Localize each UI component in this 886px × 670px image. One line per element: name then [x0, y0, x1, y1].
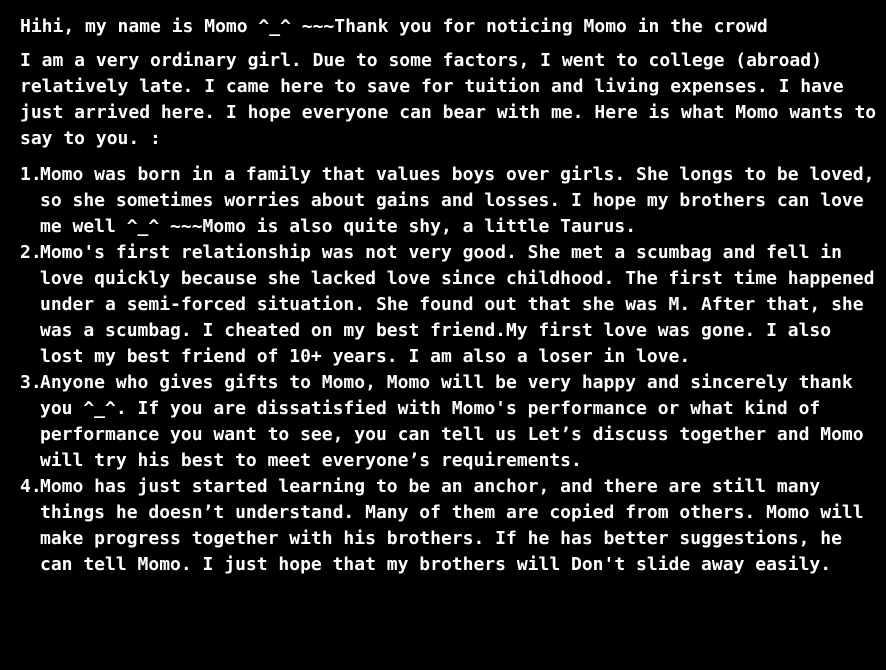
list-item-text: Momo was born in a family that values boys over girls. She longs to be loved, so she sometimes worries about gains and losses. I hope my brothers can love me well ^_^ ~~~Momo is also quite shy, a little Taurus. — [40, 164, 875, 237]
list-item — [20, 162, 878, 240]
message-list — [20, 162, 878, 578]
list-item-text: Momo's first relationship was not very good. She met a scumbag and fell in love quickly because she lacked love since childhood. The first time happened under a semi-forced situation. She found out that she was M. After that, she was a scumbag. I cheated on my best friend.My first love was gone. I also lost my best friend of 10+ years. I am also a loser in love. — [40, 242, 875, 367]
intro-paragraph: I am a very ordinary girl. Due to some factors, I went to college (abroad) relatively late. I came here to save for tuition and living expenses. I have just arrived here. I hope everyone can bear with me. Here is what Momo wants to say to you. : — [20, 50, 877, 149]
list-item-text: Anyone who gives gifts to Momo, Momo will be very happy and sincerely thank you ^_^. If you are dissatisfied with Momo's performance or what kind of performance you want to see, you can tell us Let’s discuss together and Momo will try his best to meet everyone’s requirements. — [40, 372, 864, 471]
list-item-number: 4. — [20, 476, 42, 497]
list-item-text: Momo has just started learning to be an anchor, and there are still many things he doesn’t understand. Many of them are copied from others. Momo will make progress together with his brothers. If he has better suggestions, he can tell Momo. I just hope that my brothers will Don't slide away easily. — [40, 476, 864, 575]
list-item-number: 1. — [20, 164, 42, 185]
list-item — [20, 240, 878, 370]
list-item — [20, 474, 878, 578]
list-item-number: 2. — [20, 242, 42, 263]
list-item — [20, 370, 878, 474]
greeting-line: Hihi, my name is Momo ^_^ ~~~Thank you for noticing Momo in the crowd — [20, 16, 768, 37]
list-item-number: 3. — [20, 372, 42, 393]
